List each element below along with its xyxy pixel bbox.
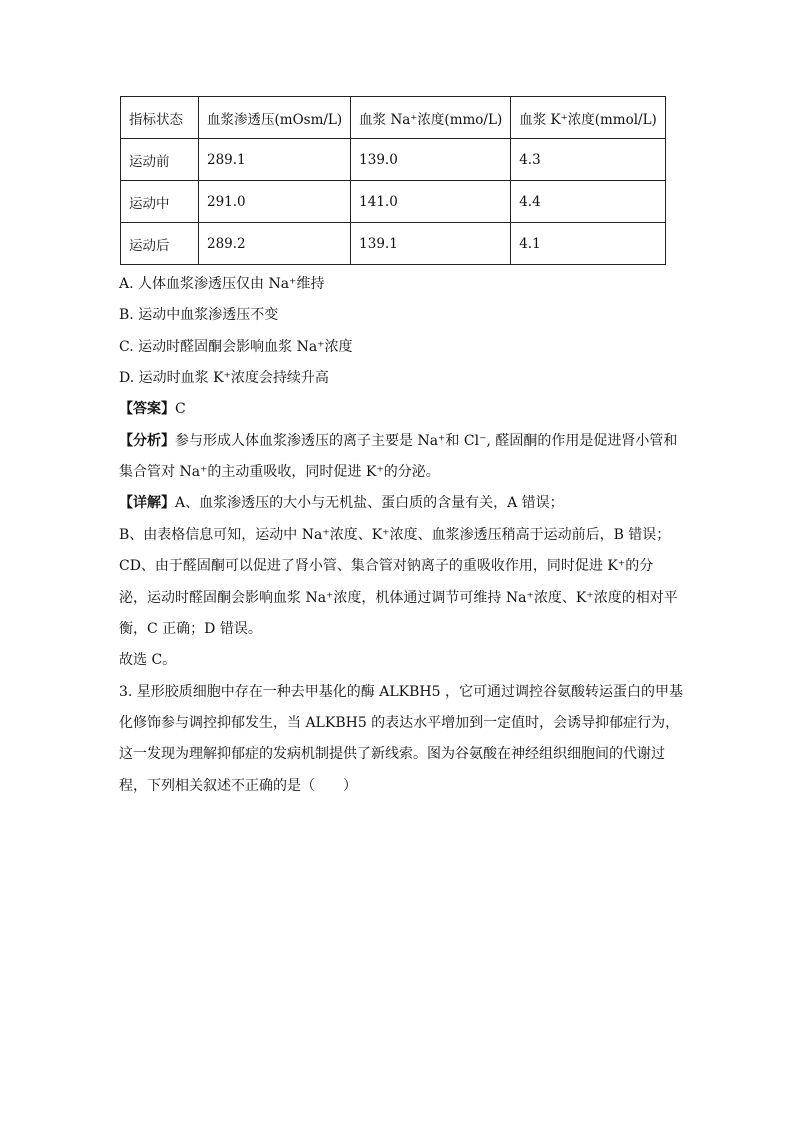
detail-line-4: 泌，运动时醛固酮会影响血浆 Na⁺浓度，机体通过调节可维持 Na⁺浓度、K⁺浓度的相对平 xyxy=(119,590,678,606)
table-row xyxy=(121,223,666,265)
detail-line-5: 衡，C 正确；D 错误。 xyxy=(119,621,262,637)
table-header-cell: 血浆渗透压(mOsm/L) xyxy=(199,97,351,139)
detail-tag: 【详解】 xyxy=(119,495,175,511)
detail-line-3: CD、由于醛固酮可以促进了肾小管、集合管对钠离子的重吸收作用，同时促进 K⁺的分 xyxy=(119,558,654,574)
analysis-line-2: 集合管对 Na⁺的主动重吸收，同时促进 K⁺的分泌。 xyxy=(119,464,440,480)
table-cell: 4.1 xyxy=(511,223,666,265)
option-a: A. 人体血浆渗透压仅由 Na⁺维持 xyxy=(119,276,325,292)
detail-line-1 xyxy=(119,492,564,512)
detail-line-2: B、由表格信息可知，运动中 Na⁺浓度、K⁺浓度、血浆渗透压稍高于运动前后，B 错误； xyxy=(119,527,671,543)
table-cell: 289.2 xyxy=(199,223,351,265)
answer-tag: 【答案】 xyxy=(119,401,175,417)
table-cell: 4.3 xyxy=(511,139,666,181)
table-cell: 139.0 xyxy=(351,139,511,181)
analysis-text: 参与形成人体血浆渗透压的离子主要是 Na⁺和 Cl⁻, 醛固酮的作用是促进肾小管和 xyxy=(175,433,678,449)
answer-value: C xyxy=(175,401,186,417)
question3-line-3: 这一发现为理解抑郁症的发病机制提供了新线索。图为谷氨酸在神经组织细胞间的代谢过 xyxy=(119,746,665,762)
table-header-cell: 指标状态 xyxy=(121,97,199,139)
table-header-cell: 血浆 Na⁺浓度(mmo/L) xyxy=(351,97,511,139)
table-header-cell: 血浆 K⁺浓度(mmol/L) xyxy=(511,97,666,139)
question3-line-2: 化修饰参与调控抑郁发生，当 ALKBH5 的表达水平增加到一定值时，会诱导抑郁症行为， xyxy=(119,715,680,731)
question3-line-4: 程，下列相关叙述不正确的是（ ） xyxy=(119,778,357,794)
analysis-tag: 【分析】 xyxy=(119,433,175,449)
option-c: C. 运动时醛固酮会影响血浆 Na⁺浓度 xyxy=(119,339,353,355)
table-row xyxy=(121,181,666,223)
option-d: D. 运动时血浆 K⁺浓度会持续升高 xyxy=(119,370,329,386)
table-cell: 289.1 xyxy=(199,139,351,181)
detail-text: A、血浆渗透压的大小与无机盐、蛋白质的含量有关，A 错误； xyxy=(175,495,564,511)
table-cell: 运动中 xyxy=(121,181,199,223)
table-cell: 4.4 xyxy=(511,181,666,223)
table-cell: 运动前 xyxy=(121,139,199,181)
table-header-row xyxy=(121,97,666,139)
table-row xyxy=(121,139,666,181)
table-cell: 141.0 xyxy=(351,181,511,223)
analysis-line-1 xyxy=(119,430,677,450)
data-table xyxy=(120,96,666,265)
table-cell: 139.1 xyxy=(351,223,511,265)
table-cell: 291.0 xyxy=(199,181,351,223)
table-cell: 运动后 xyxy=(121,223,199,265)
option-b: B. 运动中血浆渗透压不变 xyxy=(119,307,279,323)
question3-line-1: 3. 星形胶质细胞中存在一种去甲基化的酶 ALKBH5 ，它可通过调控谷氨酸转运蛋白的甲基 xyxy=(119,684,683,700)
detail-conclusion: 故选 C。 xyxy=(119,652,177,668)
answer-line xyxy=(119,398,186,418)
